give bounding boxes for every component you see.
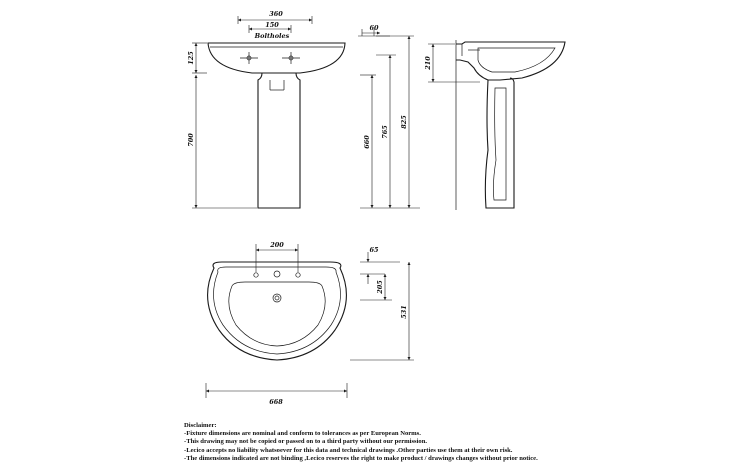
disclaimer-line: -Fixture dimensions are nominal and conform to tolerances as per European Norms. bbox=[184, 430, 421, 438]
disclaimer-line: -The dimensions indicated are not binding ,Lecico reserves the right to make product / drawings changes without prior notice. bbox=[184, 454, 538, 462]
disclaimer-line: -This drawing may not be copied or passed on to a third party without our permission. bbox=[184, 438, 428, 446]
dim-150: 150 bbox=[265, 21, 279, 29]
dim-765: 765 bbox=[381, 125, 389, 139]
dim-125: 125 bbox=[187, 51, 195, 65]
dim-60: 60 bbox=[369, 24, 379, 32]
dim-200: 200 bbox=[270, 241, 284, 249]
overflow-hole bbox=[273, 294, 281, 302]
disclaimer-line: -Lecico accepts no liability whatsoever for this data and technical drawings .Other parties use them at their own risk. bbox=[184, 446, 513, 454]
dim-205: 205 bbox=[376, 280, 384, 294]
tap-hole-left bbox=[254, 273, 258, 277]
dim-700: 700 bbox=[187, 133, 195, 147]
dim-360: 360 bbox=[269, 10, 283, 18]
dim-65: 65 bbox=[369, 246, 379, 254]
side-dimension-set bbox=[358, 24, 420, 208]
tap-hole-right bbox=[296, 273, 300, 277]
side-pedestal bbox=[485, 78, 514, 208]
front-view bbox=[187, 10, 345, 208]
side-view bbox=[424, 40, 565, 210]
disclaimer-title: Disclaimer: bbox=[184, 422, 217, 429]
disclaimer bbox=[184, 422, 744, 463]
dim-825: 825 bbox=[400, 115, 408, 129]
boltholes-label: Boltholes bbox=[254, 32, 290, 40]
dim-668: 668 bbox=[269, 398, 283, 406]
front-pedestal bbox=[258, 73, 300, 208]
dim-660: 660 bbox=[363, 135, 371, 149]
dim-210: 210 bbox=[424, 56, 432, 70]
tap-hole-center bbox=[274, 271, 280, 277]
dim-531: 531 bbox=[400, 305, 408, 319]
front-basin bbox=[208, 43, 345, 73]
plan-view bbox=[206, 241, 414, 406]
